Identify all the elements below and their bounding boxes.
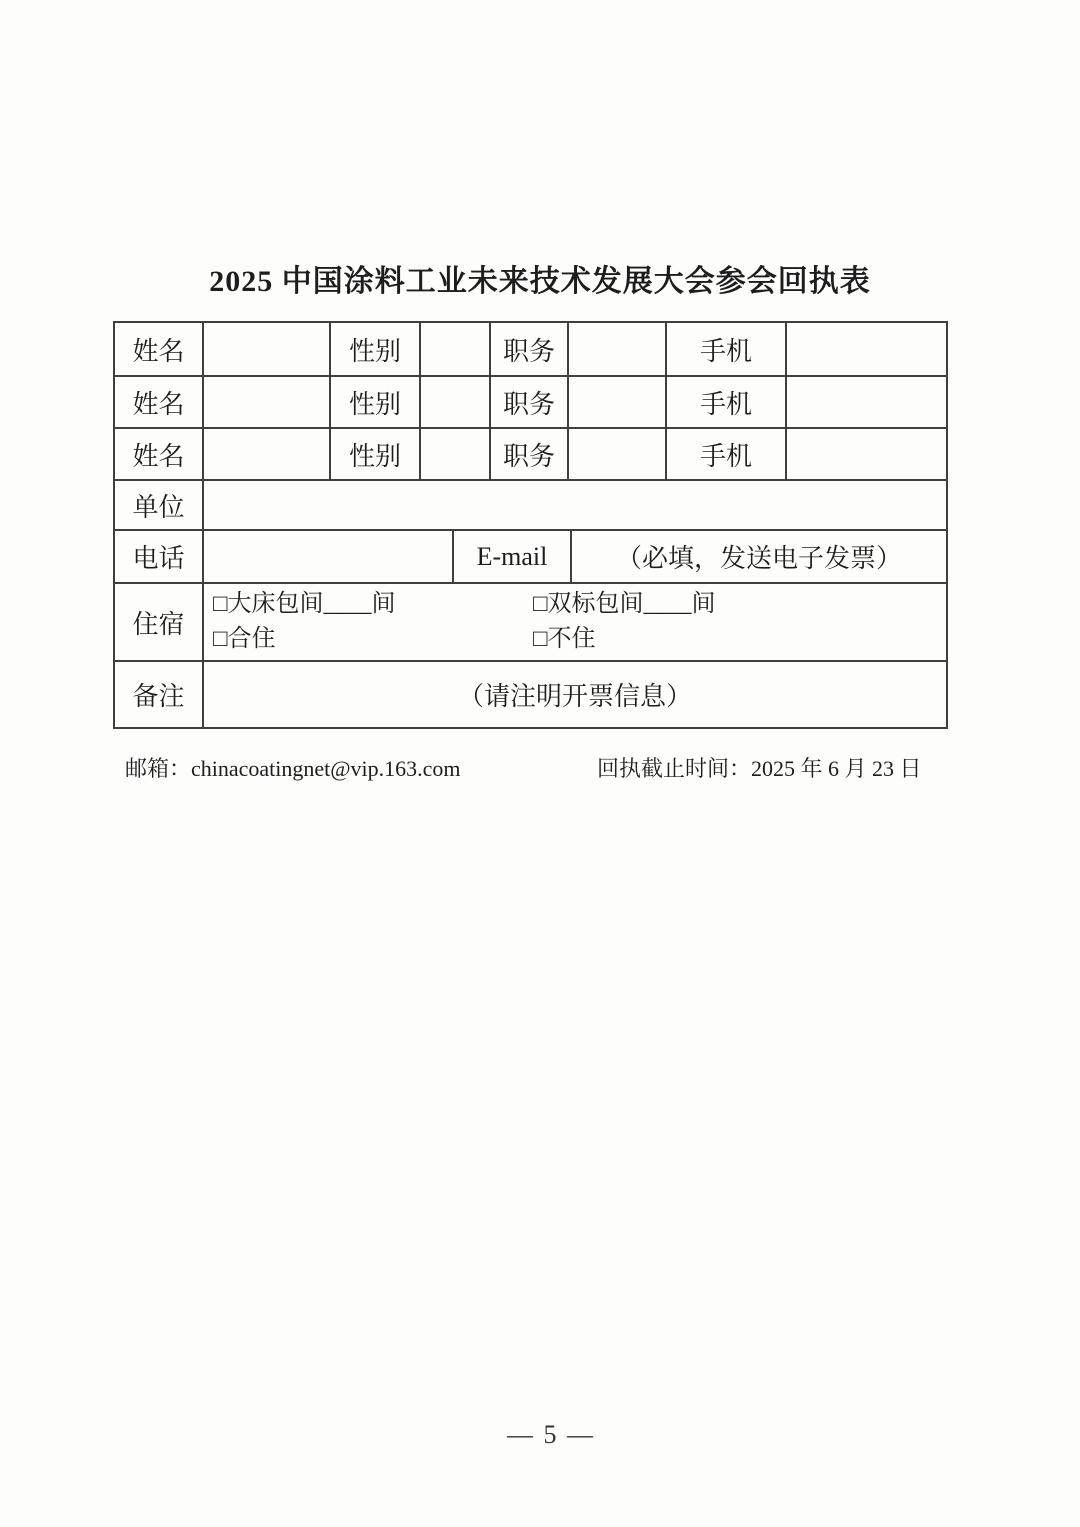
phone-email-row [115,529,946,582]
company-label: 单位 [132,492,185,522]
lodging-option-share: □合住 [213,626,276,652]
name-value-cell [202,377,329,427]
lodging-label: 住宿 [132,609,185,639]
mobile-value-cell [785,323,946,375]
lodging-option-no-stay: □不住 [533,626,596,652]
footer-reply-deadline: 回执截止时间：2025 年 6 月 23 日 [597,756,922,781]
mobile-value-cell [785,429,946,479]
mobile-value-cell [785,377,946,427]
remark-row [115,660,946,727]
gender-label: 性别 [329,377,419,427]
gender-value-cell [419,429,489,479]
name-value-cell [202,429,329,479]
gender-label: 性别 [329,323,419,375]
page-number: — 5 — [507,1420,595,1449]
gender-value-cell [419,377,489,427]
position-value-cell [567,323,665,375]
position-value-cell [567,377,665,427]
document-title: 2025 中国涂料工业未来技术发展大会参会回执表 [209,265,871,298]
lodging-option-twin-room: □双标包间____间 [533,591,716,617]
phone-value-cell [202,531,452,582]
lodging-options-line-2 [213,622,596,657]
company-row [115,479,946,529]
phone-label: 电话 [132,544,185,573]
email-note: （必填，发送电子发票） [570,531,946,582]
remark-note: （请注明开票信息） [202,662,946,727]
registration-table [113,321,948,729]
mobile-label: 手机 [665,377,785,427]
lodging-option-king-room: □大床包间____间 [213,591,396,617]
position-label: 职务 [489,323,567,375]
position-label: 职务 [489,429,567,479]
name-value-cell [202,323,329,375]
lodging-options-line-1 [213,587,716,622]
name-label: 姓名 [132,441,185,471]
mobile-label: 手机 [665,429,785,479]
name-label: 姓名 [132,389,185,419]
gender-label: 性别 [329,429,419,479]
gender-value-cell [419,323,489,375]
lodging-row [115,582,946,660]
person-row-2 [115,375,946,427]
position-label: 职务 [489,377,567,427]
footer-email-address: 邮箱：chinacoatingnet@vip.163.com [125,756,461,781]
company-value-cell [202,481,946,529]
email-label: E-mail [452,531,570,582]
name-label: 姓名 [132,336,185,366]
position-value-cell [567,429,665,479]
mobile-label: 手机 [665,323,785,375]
lodging-options-cell [202,584,946,660]
person-row-3 [115,427,946,479]
person-row-1 [115,323,946,375]
remark-label: 备注 [132,682,185,711]
